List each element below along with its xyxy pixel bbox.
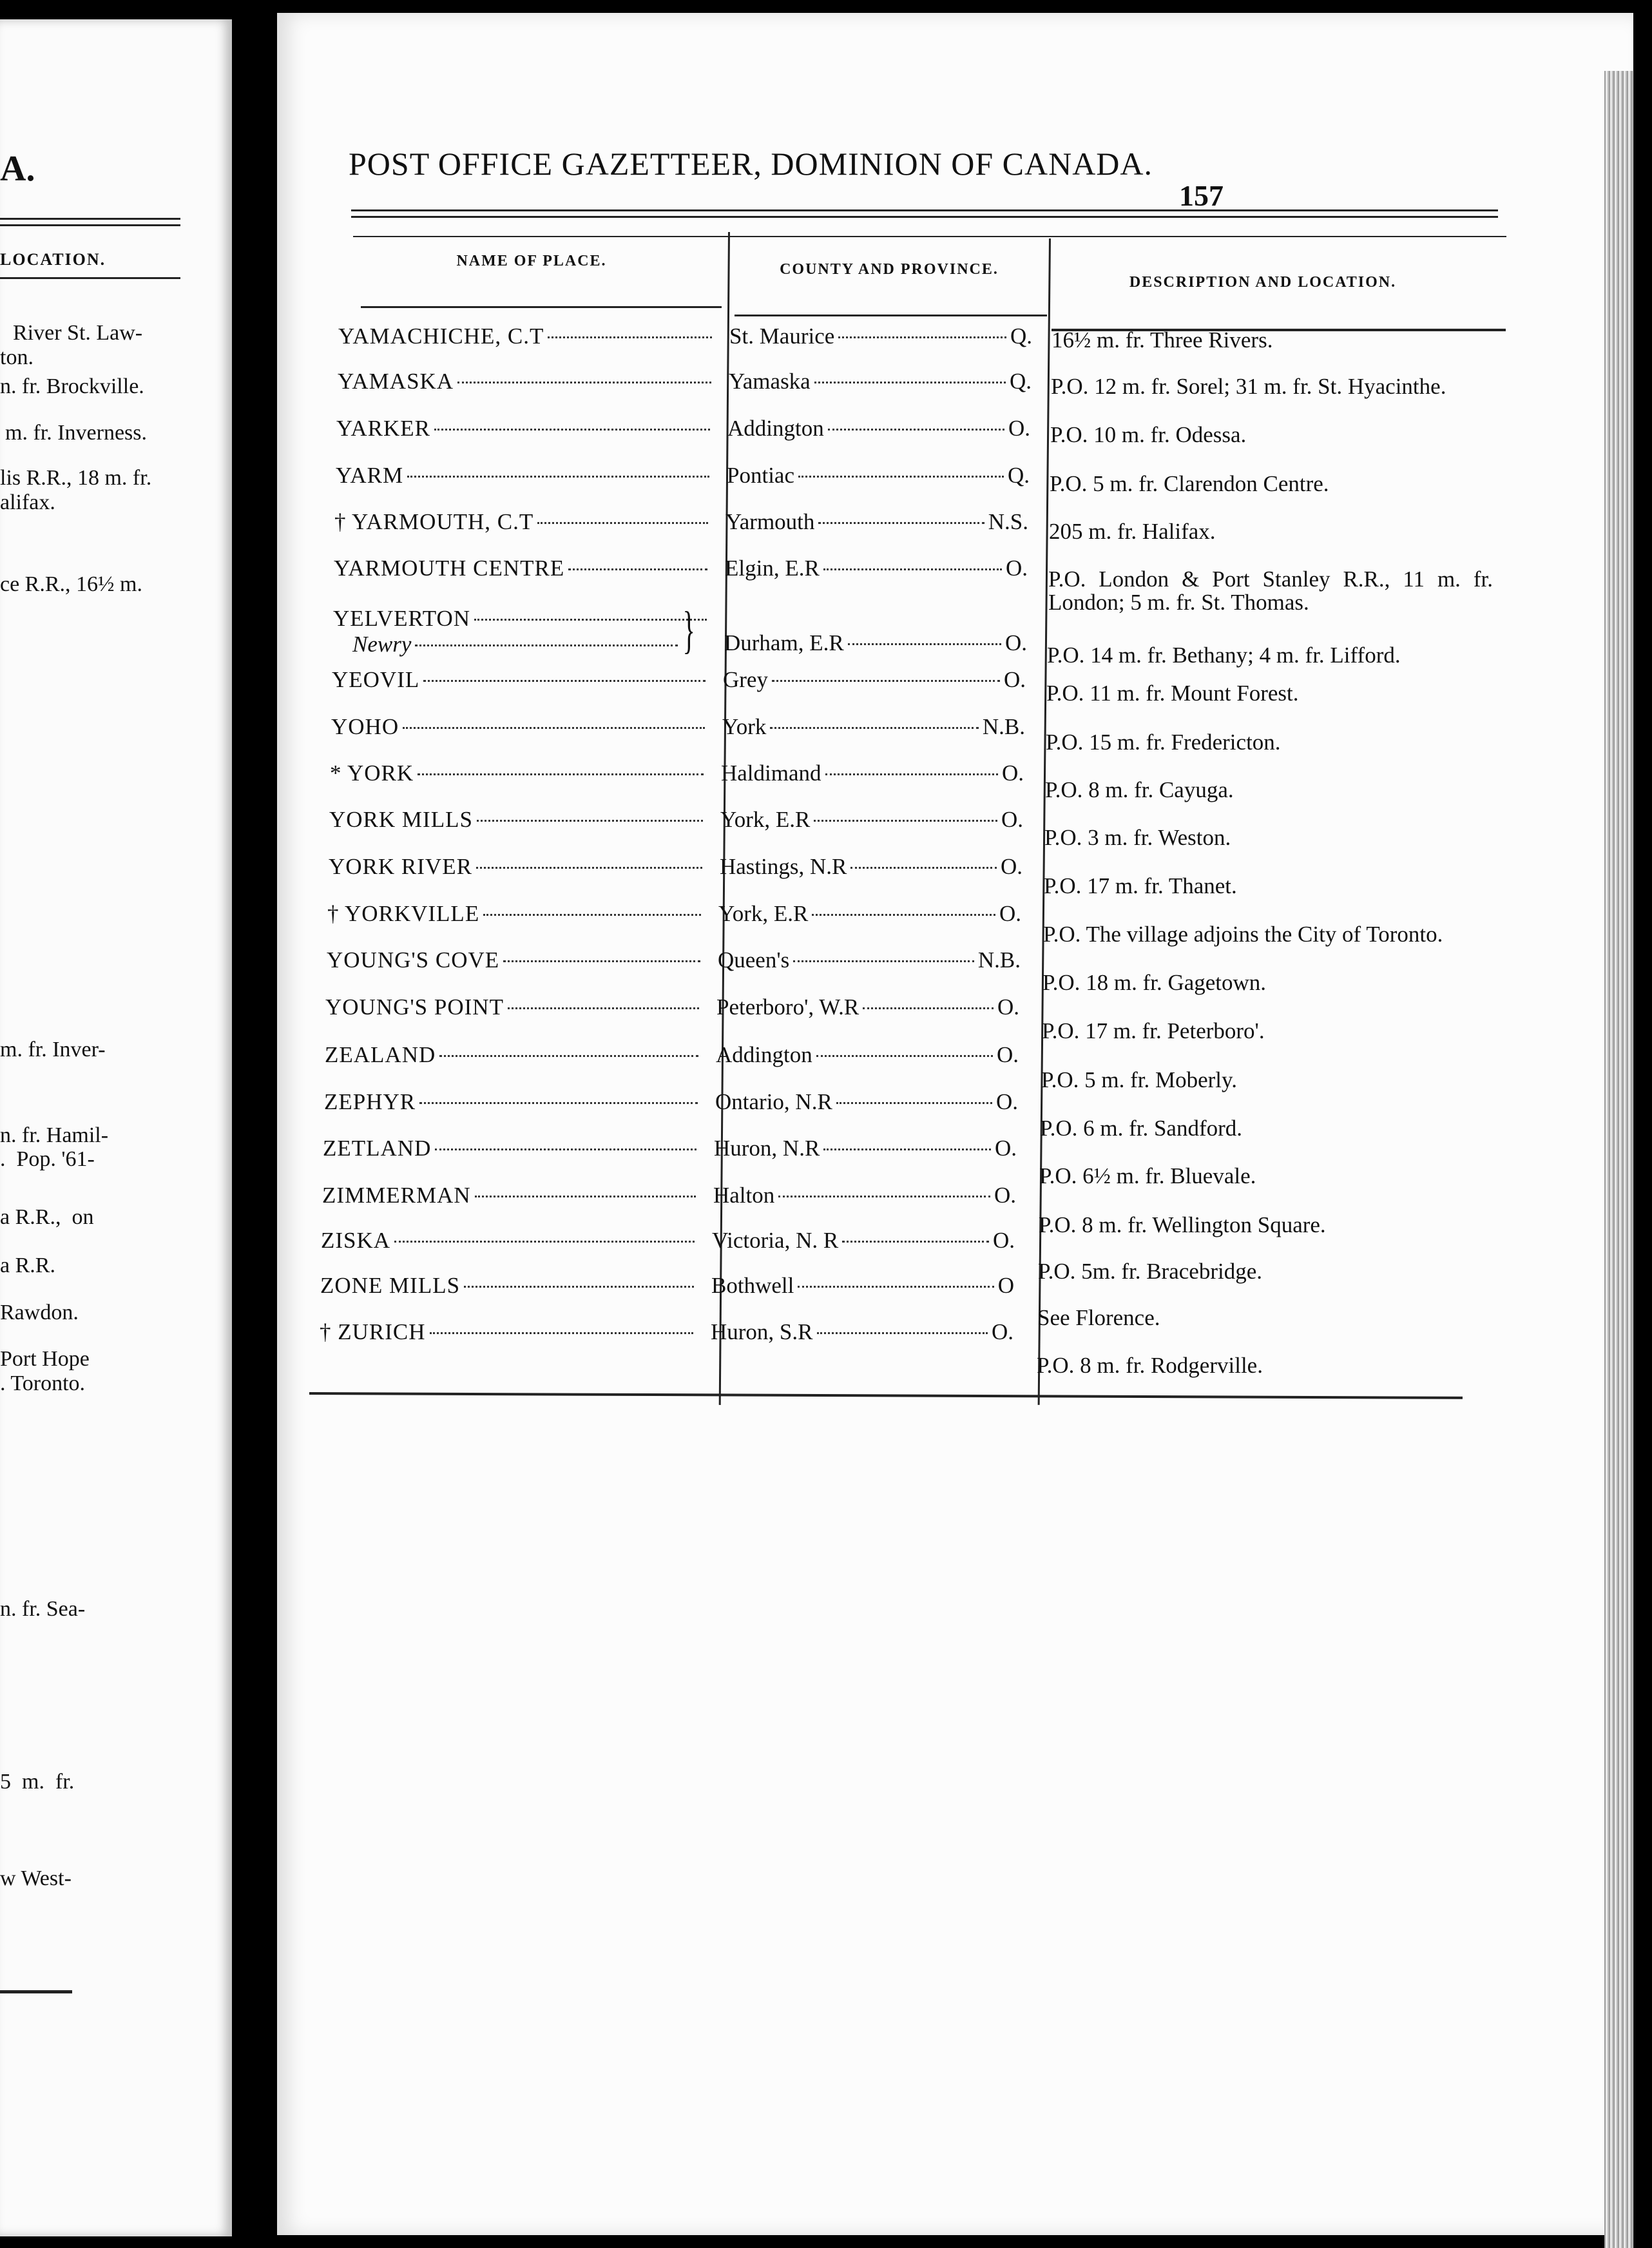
province-text: O xyxy=(997,1273,1014,1298)
county-text: Grey xyxy=(723,667,768,692)
header-rule xyxy=(351,216,1498,218)
description: P.O. 12 m. fr. Sorel; 31 m. fr. St. Hyacinthe. xyxy=(1051,374,1446,399)
description: P.O. 10 m. fr. Odessa. xyxy=(1050,422,1247,447)
sub-place-name xyxy=(352,632,678,657)
place-name-text: * YORK xyxy=(330,761,414,786)
province-text: O. xyxy=(991,1319,1013,1344)
county-text: Huron, S.R xyxy=(711,1319,813,1344)
place-name-text: YOUNG'S POINT xyxy=(325,994,504,1020)
place-name-text: † YORKVILLE xyxy=(327,901,480,926)
province-text: Q. xyxy=(1009,369,1032,394)
dot-leader xyxy=(464,1286,694,1288)
left-page-text-fragment: 5 m. fr. xyxy=(0,1770,75,1794)
dot-leader xyxy=(434,429,710,431)
description: P.O. 5m. fr. Bracebridge. xyxy=(1038,1259,1262,1284)
place-name-text: YARMOUTH CENTRE xyxy=(334,556,565,581)
place-name xyxy=(333,606,707,632)
county-text: Addington xyxy=(716,1042,812,1067)
dot-leader xyxy=(537,522,708,524)
county-text: St. Maurice xyxy=(729,324,835,349)
dot-leader xyxy=(798,1286,994,1288)
place-name-text: ZISKA xyxy=(321,1228,391,1253)
dot-leader xyxy=(814,820,997,822)
county-text: York xyxy=(722,714,767,739)
left-page-bottom-rule xyxy=(0,1990,72,1993)
page-title: POST OFFICE GAZETTEER, DOMINION OF CANADA. xyxy=(348,146,1153,182)
dot-leader xyxy=(842,1241,989,1243)
county-text: Peterboro', W.R xyxy=(716,994,860,1020)
province-text: N.B. xyxy=(977,947,1021,973)
place-name-text: YARM xyxy=(336,463,404,488)
dot-leader xyxy=(415,644,678,646)
county-province xyxy=(720,807,1023,833)
description: P.O. 3 m. fr. Weston. xyxy=(1044,825,1231,850)
county-province xyxy=(720,854,1023,880)
left-page-rule xyxy=(0,277,180,279)
dot-leader xyxy=(403,727,705,729)
place-name-text: ZETLAND xyxy=(323,1136,432,1161)
county-province xyxy=(724,630,1027,656)
dot-leader xyxy=(508,1007,699,1009)
left-page-text-fragment: . Pop. '61- xyxy=(0,1147,95,1171)
left-page-text-fragment: m. fr. Inverness. xyxy=(5,421,148,445)
description: P.O. 5 m. fr. Clarendon Centre. xyxy=(1050,471,1329,496)
dot-leader xyxy=(568,568,707,570)
county-province xyxy=(723,667,1026,693)
left-page-text-fragment: ce R.R., 16½ m. xyxy=(0,572,142,596)
dot-leader xyxy=(430,1332,693,1334)
place-name xyxy=(320,1273,694,1299)
county-province xyxy=(714,1136,1017,1161)
province-text: O. xyxy=(1003,667,1026,692)
dot-leader xyxy=(848,643,1001,645)
county-province xyxy=(716,994,1019,1020)
place-name xyxy=(338,369,711,394)
dot-leader xyxy=(772,680,1000,682)
dot-leader xyxy=(407,476,709,478)
column-header-description: DESCRIPTION AND LOCATION. xyxy=(1129,274,1397,291)
column-header-rule xyxy=(735,315,1047,316)
county-province xyxy=(715,1089,1018,1115)
county-province xyxy=(711,1319,1013,1345)
place-name xyxy=(332,667,706,693)
county-text: Ontario, N.R xyxy=(715,1089,832,1114)
county-province xyxy=(716,1042,1019,1068)
county-province xyxy=(729,324,1032,349)
place-name-text: ZIMMERMAN xyxy=(322,1183,471,1208)
place-name-text: YAMACHICHE, C.T xyxy=(338,324,544,349)
province-text: Q. xyxy=(1010,324,1032,349)
dot-leader xyxy=(812,914,995,916)
place-name xyxy=(334,556,707,581)
description: P.O. 14 m. fr. Bethany; 4 m. fr. Lifford. xyxy=(1047,643,1401,668)
county-province xyxy=(727,416,1030,441)
left-column-header: LOCATION. xyxy=(0,250,106,269)
dot-leader xyxy=(418,773,704,775)
county-text: Yamaska xyxy=(729,369,811,394)
dot-leader xyxy=(818,522,984,524)
description: P.O. 8 m. fr. Cayuga. xyxy=(1045,777,1234,802)
province-text: O. xyxy=(999,901,1021,926)
page-edges xyxy=(1604,71,1633,2248)
province-text: O. xyxy=(1001,807,1023,832)
column-header-county: COUNTY AND PROVINCE. xyxy=(780,261,999,278)
place-name-text: ZEALAND xyxy=(325,1042,436,1067)
place-name-text: ZONE MILLS xyxy=(320,1273,461,1298)
left-page-text-fragment: lis R.R., 18 m. fr. xyxy=(0,466,152,490)
description: P.O. 5 m. fr. Moberly. xyxy=(1041,1067,1237,1092)
page-number: 157 xyxy=(1179,179,1224,212)
place-name xyxy=(321,1228,695,1254)
place-name xyxy=(338,324,712,349)
left-page-text-fragment: n. fr. Hamil- xyxy=(0,1123,109,1147)
province-text: Q. xyxy=(1007,463,1030,488)
province-text: O. xyxy=(1004,630,1027,655)
place-name xyxy=(336,463,709,489)
left-page-header: A. xyxy=(0,149,35,189)
county-text: Victoria, N. R xyxy=(712,1228,839,1253)
dot-leader xyxy=(475,1196,696,1197)
province-text: O. xyxy=(1005,556,1028,581)
description: P.O. 18 m. fr. Gagetown. xyxy=(1042,970,1267,995)
left-page-text-fragment: w West- xyxy=(0,1866,72,1890)
province-text: N.S. xyxy=(988,509,1028,534)
place-name xyxy=(325,1042,698,1068)
sub-place-name-text: Newry xyxy=(352,632,412,657)
place-name-text: YORK MILLS xyxy=(329,807,473,832)
description: P.O. London & Port Stanley R.R., 11 m. fr. London; 5 m. fr. St. Thomas. xyxy=(1048,567,1493,615)
county-text: Queen's xyxy=(718,947,790,973)
dot-leader xyxy=(476,867,702,869)
county-province xyxy=(721,761,1024,786)
county-province xyxy=(722,714,1025,740)
dot-leader xyxy=(419,1102,698,1104)
description: P.O. 8 m. fr. Wellington Square. xyxy=(1039,1212,1326,1237)
left-page xyxy=(0,19,232,2236)
county-text: Bothwell xyxy=(711,1273,794,1298)
place-name xyxy=(336,416,710,441)
dot-leader xyxy=(838,336,1006,338)
dot-leader xyxy=(863,1007,994,1009)
left-page-text-fragment: a R.R. xyxy=(0,1254,55,1277)
description: P.O. 17 m. fr. Peterboro'. xyxy=(1042,1018,1265,1043)
county-province xyxy=(718,901,1021,927)
dot-leader xyxy=(814,382,1006,383)
place-name-text: YOHO xyxy=(331,714,399,739)
dot-leader xyxy=(836,1102,992,1104)
book-spine xyxy=(232,0,277,2235)
place-name xyxy=(322,1183,696,1208)
description: P.O. 6½ m. fr. Bluevale. xyxy=(1039,1163,1256,1188)
dot-leader xyxy=(770,727,978,729)
dot-leader xyxy=(457,382,711,383)
grouping-brace: } xyxy=(682,602,695,659)
place-name-text: YELVERTON xyxy=(333,606,471,631)
province-text: O. xyxy=(1008,416,1030,441)
description: P.O. 11 m. fr. Mount Forest. xyxy=(1046,681,1299,706)
county-province xyxy=(718,947,1021,973)
place-name xyxy=(334,509,708,535)
left-page-rule xyxy=(0,218,180,220)
header-rule xyxy=(351,209,1498,211)
place-name-text: YEOVIL xyxy=(332,667,420,692)
dot-leader xyxy=(435,1148,696,1150)
header-rule xyxy=(353,236,1506,237)
county-text: Addington xyxy=(727,416,824,441)
dot-leader xyxy=(816,1055,993,1057)
dot-leader xyxy=(850,867,997,869)
dot-leader xyxy=(828,429,1004,431)
place-name xyxy=(323,1136,696,1161)
description: P.O. The village adjoins the City of Toronto. xyxy=(1043,922,1443,947)
description: P.O. 6 m. fr. Sandford. xyxy=(1040,1116,1243,1141)
county-text: Durham, E.R xyxy=(724,630,844,655)
province-text: O. xyxy=(1001,761,1024,786)
dot-leader xyxy=(477,820,703,822)
left-page-text-fragment: ton. xyxy=(0,345,34,369)
dot-leader xyxy=(817,1332,988,1334)
place-name xyxy=(320,1319,693,1345)
description: 205 m. fr. Halifax. xyxy=(1049,519,1216,544)
place-name xyxy=(327,947,700,973)
county-text: Halton xyxy=(713,1183,775,1208)
left-page-text-fragment: n. fr. Brockville. xyxy=(0,374,144,398)
place-name xyxy=(324,1089,698,1115)
province-text: O. xyxy=(1000,854,1023,879)
place-name-text: YARKER xyxy=(336,416,431,441)
description: P.O. 8 m. fr. Rodgerville. xyxy=(1037,1353,1263,1378)
province-text: O. xyxy=(997,994,1019,1020)
dot-leader xyxy=(548,336,712,338)
dot-leader xyxy=(798,476,1004,478)
dot-leader xyxy=(423,680,706,682)
left-page-text-fragment: n. fr. Sea- xyxy=(0,1597,86,1621)
county-province xyxy=(712,1228,1015,1254)
county-text: Elgin, E.R xyxy=(725,556,820,581)
left-page-rule xyxy=(0,224,180,226)
county-province xyxy=(711,1273,1014,1299)
dot-leader xyxy=(394,1241,695,1243)
province-text: O. xyxy=(992,1228,1015,1253)
province-text: N.B. xyxy=(982,714,1025,739)
place-name xyxy=(330,761,704,786)
county-province xyxy=(725,509,1028,535)
county-text: Haldimand xyxy=(721,761,821,786)
place-name-text: † YARMOUTH, C.T xyxy=(334,509,534,534)
county-province xyxy=(729,369,1032,394)
place-name xyxy=(325,994,699,1020)
county-text: York, E.R xyxy=(720,807,811,832)
place-name-text: YOUNG'S COVE xyxy=(327,947,500,973)
left-page-text-fragment: alifax. xyxy=(0,490,55,514)
column-header-rule xyxy=(361,306,722,308)
place-name xyxy=(327,901,701,927)
county-text: York, E.R xyxy=(718,901,809,926)
county-province xyxy=(727,463,1030,489)
dot-leader xyxy=(474,619,707,621)
description: See Florence. xyxy=(1037,1305,1160,1330)
left-page-text-fragment: a R.R., on xyxy=(0,1205,94,1229)
column-header-name: NAME OF PLACE. xyxy=(456,253,607,269)
dot-leader xyxy=(439,1055,698,1057)
place-name xyxy=(329,807,703,833)
province-text: O. xyxy=(996,1042,1019,1067)
province-text: O. xyxy=(994,1136,1017,1161)
county-text: Huron, N.R xyxy=(714,1136,820,1161)
county-text: Yarmouth xyxy=(725,509,815,534)
left-page-text-fragment: River St. Law- xyxy=(13,321,143,345)
dot-leader xyxy=(823,1148,991,1150)
province-text: O. xyxy=(994,1183,1016,1208)
county-province xyxy=(713,1183,1016,1208)
dot-leader xyxy=(825,773,998,775)
place-name xyxy=(331,714,705,740)
dot-leader xyxy=(778,1196,990,1197)
dot-leader xyxy=(823,568,1002,570)
county-text: Hastings, N.R xyxy=(720,854,847,879)
place-name-text: YAMASKA xyxy=(338,369,454,394)
description: 16½ m. fr. Three Rivers. xyxy=(1052,327,1273,353)
left-page-text-fragment: Port Hope xyxy=(0,1347,90,1371)
dot-leader xyxy=(793,960,974,962)
left-page-text-fragment: m. fr. Inver- xyxy=(0,1038,106,1061)
county-text: Pontiac xyxy=(727,463,794,488)
left-page-text-fragment: Rawdon. xyxy=(0,1301,79,1324)
dot-leader xyxy=(483,914,701,916)
place-name xyxy=(329,854,702,880)
province-text: O. xyxy=(995,1089,1018,1114)
description: P.O. 17 m. fr. Thanet. xyxy=(1044,873,1237,898)
county-province xyxy=(725,556,1028,581)
left-page-text-fragment: . Toronto. xyxy=(0,1371,86,1395)
place-name-text: YORK RIVER xyxy=(329,854,472,879)
description: P.O. 15 m. fr. Fredericton. xyxy=(1046,730,1281,755)
place-name-text: † ZURICH xyxy=(320,1319,426,1344)
dot-leader xyxy=(503,960,700,962)
place-name-text: ZEPHYR xyxy=(324,1089,416,1114)
